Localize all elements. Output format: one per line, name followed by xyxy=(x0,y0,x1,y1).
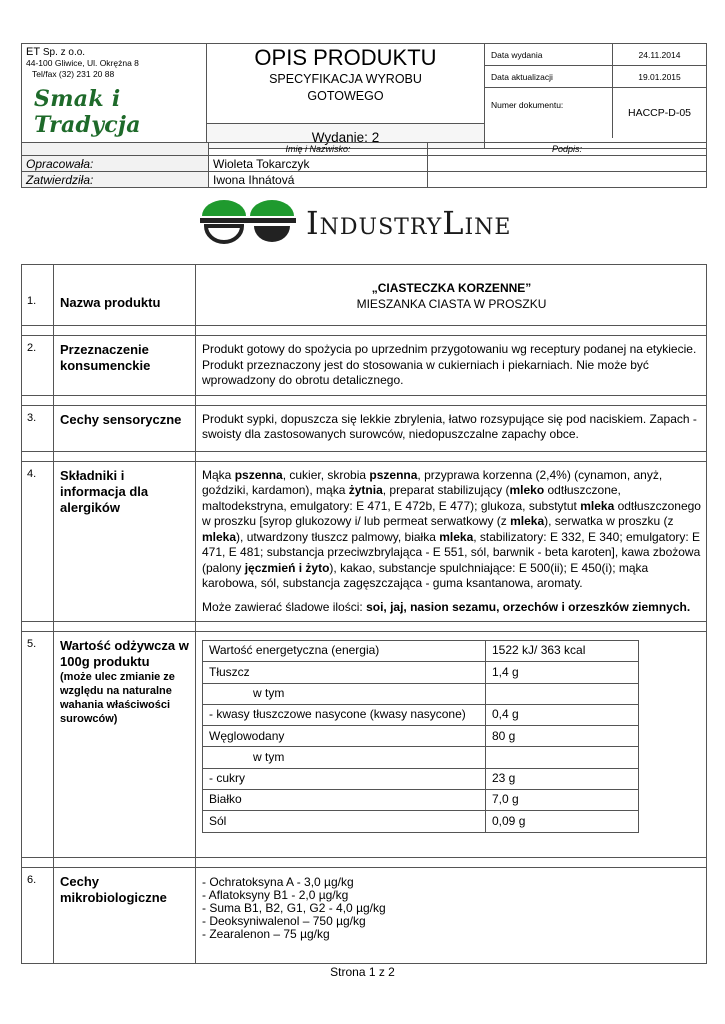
ingredient-text: , cukier, skrobia xyxy=(282,467,370,482)
spec-row-sensory xyxy=(22,405,707,451)
nutrient-value: 80 g xyxy=(486,726,639,747)
nutrition-row xyxy=(203,768,639,789)
row-number: 1. xyxy=(22,265,54,326)
ingredient-text: ), kakao, substancje spulchniające: E 500(ii); E 450(i); mąka karobowa, sól, substancja zagęszczająca - guma ksantanowa, aromaty. xyxy=(202,560,649,590)
nutrient-value: 0,09 g xyxy=(486,811,639,832)
document-subtitle-1: SPECYFIKACJA WYROBU xyxy=(269,72,422,86)
allergen-highlight: mleka xyxy=(439,529,474,544)
ingredient-text: , przyprawa korzenna (2,4%) (cynamon, anyż, goździki, kardamon), mąka xyxy=(202,467,663,497)
nutrient-value: 0,4 g xyxy=(486,704,639,725)
spec-row-purpose xyxy=(22,336,707,396)
allergen-highlight: pszenna xyxy=(234,467,283,482)
row-label: Składniki i informacja dla alergików xyxy=(54,461,196,622)
micro-item: - Zearalenon – 75 µg/kg xyxy=(202,927,330,941)
row-label: Przeznaczenie konsumenckie xyxy=(54,336,196,396)
nutrient-value xyxy=(486,747,639,768)
nutrition-table xyxy=(202,640,639,833)
industryline-logo xyxy=(196,196,568,248)
product-name: „CIASTECZKA KORZENNE” xyxy=(371,281,532,295)
ingredients-cell xyxy=(196,461,707,622)
document-header xyxy=(21,43,707,149)
edition-label: Wydanie: 2 xyxy=(207,123,484,148)
ingredient-text: odtłuszczonego w proszku [syrop glukozowy i/ lub permeat serwatkowy (z xyxy=(202,498,701,528)
micro-item: - Deoksyniwalenol – 750 µg/kg xyxy=(202,914,366,928)
company-phone: Tel/fax (32) 231 20 88 xyxy=(32,69,115,79)
meta-block xyxy=(485,44,707,149)
document-subtitle-2: GOTOWEGO xyxy=(307,89,384,103)
nutrition-row xyxy=(203,704,639,725)
ingredient-text: , stabilizatory: E 332, E 340; emulgatory: E 471, E 481; substancja przeciwzbrylająca - E 551, sól, barwnik - beta karoten], kawa zbożowa (palony xyxy=(202,529,701,575)
nutrient-label: - cukry xyxy=(203,768,486,789)
specification-table xyxy=(21,264,707,964)
purpose-text: Produkt gotowy do spożycia po uprzednim przygotowaniu wg receptury podanej na etykiecie. Produkt przeznaczony jest do stosowania w cukierniach i piekarniach. Nie może być wprowadzony do obrotu detalicznego. xyxy=(196,336,707,396)
allergen-highlight: mleka xyxy=(202,529,237,544)
meta-issue-date: Data wydania 24.11.2014 xyxy=(485,44,706,66)
row-number: 5. xyxy=(22,632,54,858)
company-address: 44-100 Gliwice, Ul. Okrężna 8 xyxy=(26,58,139,68)
company-name: ET Sp. z o.o. xyxy=(26,46,86,58)
role-label: Opracowała: xyxy=(22,156,209,172)
nutrient-label: Tłuszcz xyxy=(203,662,486,683)
nutrient-value xyxy=(486,683,639,704)
allergen-highlight: mleka xyxy=(510,514,545,528)
ingredient-text: ), serwatka w proszku (z xyxy=(544,514,674,528)
row-number: 2. xyxy=(22,336,54,396)
document-title: OPIS PRODUKTU xyxy=(254,45,437,70)
micro-item: - Aflatoksyny B1 - 2,0 µg/kg xyxy=(202,888,349,902)
nutrient-label: Węglowodany xyxy=(203,726,486,747)
spec-row-ingredients xyxy=(22,461,707,622)
ingredients-text xyxy=(202,468,701,592)
allergen-highlight: pszenna xyxy=(369,467,418,482)
nutrition-row xyxy=(203,811,639,832)
nutrient-label: Wartość energetyczna (energia) xyxy=(203,641,486,662)
nutrition-row xyxy=(203,683,639,704)
nutrient-value: 23 g xyxy=(486,768,639,789)
nutrient-label: w tym xyxy=(203,747,486,768)
nutrition-row xyxy=(203,726,639,747)
allergen-highlight: żytnia xyxy=(348,483,383,497)
row-number: 3. xyxy=(22,405,54,451)
row-label: Cechy sensoryczne xyxy=(54,405,196,451)
ingredient-text: , preparat stabilizujący ( xyxy=(382,483,510,497)
person-name: Wioleta Tokarczyk xyxy=(209,156,428,172)
logo-wordmark: IndustryLine xyxy=(306,204,512,242)
nutrient-label: Sól xyxy=(203,811,486,832)
product-name-cell xyxy=(196,265,707,326)
allergen-traces: Może zawierać śladowe ilości: soi, jaj, nasion sezamu, orzechów i orzeszków ziemnych. xyxy=(202,599,691,614)
title-block xyxy=(207,44,485,149)
role-label: Zatwierdziła: xyxy=(22,172,209,188)
product-description: MIESZANKA CIASTA W PROSZKU xyxy=(356,296,547,311)
meta-update-date: Data aktualizacji 19.01.2015 xyxy=(485,66,706,88)
micro-item: - Ochratoksyna A - 3,0 µg/kg xyxy=(202,875,354,889)
logo-mark-icon xyxy=(196,196,301,248)
nutrition-row xyxy=(203,662,639,683)
signature-table xyxy=(21,142,707,188)
spec-row-microbiology xyxy=(22,868,707,964)
nutrient-value: 7,0 g xyxy=(486,790,639,811)
sensory-text: Produkt sypki, dopuszcza się lekkie zbrylenia, łatwo rozsypujące się pod naciskiem. Zapach - swoisty dla zastosowanych surowców, niedopuszczalne zapachy obce. xyxy=(196,405,707,451)
nutrition-note: (może ulec zmianie ze względu na naturalne wahania właściwości surowców) xyxy=(60,671,175,725)
ingredient-text: ), utwardzony tłuszcz palmowy, białka xyxy=(236,529,440,544)
row-label: Wartość odżywcza w 100g produktu (może ulec zmianie ze względu na naturalne wahania właściwości surowców) xyxy=(54,632,196,858)
row-label: Cechy mikrobiologiczne xyxy=(54,868,196,964)
signature-field xyxy=(428,172,707,188)
allergen-highlight: mleko xyxy=(509,483,545,497)
signature-row xyxy=(22,172,707,188)
col-sign-header: Podpis: xyxy=(428,143,707,156)
person-name: Iwona Ihnátová xyxy=(209,172,428,188)
brand-logo: Smak i Tradycja xyxy=(34,86,141,138)
company-block xyxy=(22,44,207,149)
ingredient-text: Mąka xyxy=(202,467,235,482)
row-number: 6. xyxy=(22,868,54,964)
nutrition-row xyxy=(203,747,639,768)
row-number: 4. xyxy=(22,461,54,622)
page-number: Strona 1 z 2 xyxy=(330,965,395,979)
nutrition-row xyxy=(203,641,639,662)
spec-row-nutrition xyxy=(22,632,707,858)
allergen-highlight: jęczmień i żyto xyxy=(244,560,330,575)
nutrition-cell xyxy=(196,632,707,858)
signature-field xyxy=(428,156,707,172)
nutrient-value: 1522 kJ/ 363 kcal xyxy=(486,641,639,662)
meta-document-number: Numer dokumentu: HACCP-D-05 xyxy=(485,88,706,138)
nutrient-value: 1,4 g xyxy=(486,662,639,683)
microbiology-list xyxy=(196,868,707,964)
allergen-highlight: mleka xyxy=(580,498,615,513)
signature-row xyxy=(22,156,707,172)
col-name-header: Imię i Nazwisko: xyxy=(209,143,428,156)
row-label: Nazwa produktu xyxy=(54,265,196,326)
spec-row-product-name xyxy=(22,265,707,326)
nutrient-label: - kwasy tłuszczowe nasycone (kwasy nasycone) xyxy=(203,704,486,725)
nutrient-label: Białko xyxy=(203,790,486,811)
ingredient-text: odtłuszczone, maltodekstryna, emulgatory: E 471, E 472b, E 477); glukoza, substytut xyxy=(202,483,621,513)
nutrient-label: w tym xyxy=(203,683,486,704)
micro-item: - Suma B1, B2, G1, G2 - 4,0 µg/kg xyxy=(202,901,386,915)
nutrition-row xyxy=(203,790,639,811)
